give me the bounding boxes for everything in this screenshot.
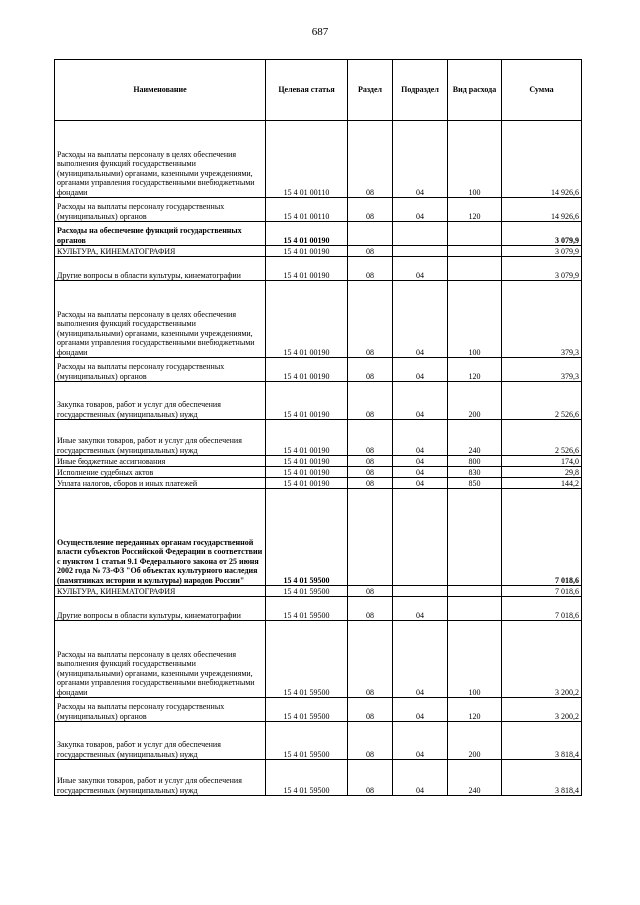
table-header-row — [55, 60, 582, 121]
cell-name: Закупка товаров, работ и услуг для обеспечения государственных (муниципальных) нужд — [55, 722, 266, 760]
cell-subsection: 04 — [393, 597, 448, 621]
cell-target: 15 4 01 59500 — [266, 698, 348, 722]
page-number: 687 — [311, 26, 329, 38]
cell-amount: 7 018,6 — [502, 489, 582, 586]
cell-expense-type: 200 — [448, 722, 502, 760]
cell-subsection: 04 — [393, 257, 448, 281]
cell-expense-type — [448, 246, 502, 257]
cell-section: 08 — [348, 382, 393, 420]
cell-expense-type — [448, 597, 502, 621]
cell-target: 15 4 01 59500 — [266, 760, 348, 796]
cell-subsection: 04 — [393, 478, 448, 489]
cell-target: 15 4 01 59500 — [266, 586, 348, 597]
table-row — [55, 246, 582, 257]
cell-expense-type — [448, 257, 502, 281]
cell-expense-type: 120 — [448, 698, 502, 722]
cell-name: Расходы на выплаты персоналу государственных (муниципальных) органов — [55, 358, 266, 382]
table-row — [55, 281, 582, 358]
cell-subsection: 04 — [393, 121, 448, 198]
cell-name: Осуществление переданных органам государственной власти субъектов Российской Федерации в соответствии с пунктом 1 статьи 9.1 Федерального закона от 25 июня 2002 года № 73-ФЗ "Об объектах культурного наследия (памятниках истории и культуры) народов России" — [55, 489, 266, 586]
cell-expense-type: 240 — [448, 420, 502, 456]
cell-name: Другие вопросы в области культуры, кинематографии — [55, 597, 266, 621]
cell-amount: 3 079,9 — [502, 246, 582, 257]
cell-section: 08 — [348, 722, 393, 760]
cell-amount: 144,2 — [502, 478, 582, 489]
cell-subsection — [393, 586, 448, 597]
cell-subsection: 04 — [393, 760, 448, 796]
cell-section: 08 — [348, 586, 393, 597]
cell-target: 15 4 01 00190 — [266, 257, 348, 281]
cell-target: 15 4 01 59500 — [266, 597, 348, 621]
cell-target: 15 4 01 59500 — [266, 621, 348, 698]
table-row — [55, 621, 582, 698]
cell-target: 15 4 01 00190 — [266, 382, 348, 420]
header-section: Раздел — [348, 60, 393, 121]
cell-amount: 14 926,6 — [502, 121, 582, 198]
header-name: Наименование — [55, 60, 266, 121]
cell-target: 15 4 01 00190 — [266, 222, 348, 246]
table-row — [55, 456, 582, 467]
cell-expense-type — [448, 489, 502, 586]
cell-subsection: 04 — [393, 420, 448, 456]
cell-section: 08 — [348, 467, 393, 478]
cell-name: Иные бюджетные ассигнования — [55, 456, 266, 467]
cell-expense-type — [448, 222, 502, 246]
cell-amount: 3 818,4 — [502, 760, 582, 796]
cell-name: Расходы на выплаты персоналу государственных (муниципальных) органов — [55, 198, 266, 222]
table-row — [55, 222, 582, 246]
cell-amount: 3 079,9 — [502, 257, 582, 281]
cell-section: 08 — [348, 456, 393, 467]
cell-expense-type — [448, 586, 502, 597]
cell-target: 15 4 01 00190 — [266, 478, 348, 489]
cell-amount: 14 926,6 — [502, 198, 582, 222]
table-row — [55, 467, 582, 478]
cell-expense-type: 830 — [448, 467, 502, 478]
table-body — [55, 121, 582, 796]
cell-name: КУЛЬТУРА, КИНЕМАТОГРАФИЯ — [55, 586, 266, 597]
table-row — [55, 198, 582, 222]
cell-section: 08 — [348, 121, 393, 198]
cell-subsection: 04 — [393, 198, 448, 222]
cell-target: 15 4 01 00190 — [266, 281, 348, 358]
cell-name: Исполнение судебных актов — [55, 467, 266, 478]
cell-subsection — [393, 222, 448, 246]
cell-amount: 174,0 — [502, 456, 582, 467]
table-row — [55, 586, 582, 597]
cell-amount: 379,3 — [502, 358, 582, 382]
cell-section: 08 — [348, 478, 393, 489]
cell-name: Расходы на выплаты персоналу государственных (муниципальных) органов — [55, 698, 266, 722]
cell-target: 15 4 01 00110 — [266, 198, 348, 222]
table-row — [55, 698, 582, 722]
table-row — [55, 257, 582, 281]
cell-amount: 3 200,2 — [502, 698, 582, 722]
cell-subsection: 04 — [393, 358, 448, 382]
cell-section: 08 — [348, 281, 393, 358]
cell-target: 15 4 01 59500 — [266, 722, 348, 760]
cell-amount: 2 526,6 — [502, 420, 582, 456]
cell-expense-type: 850 — [448, 478, 502, 489]
table-row — [55, 420, 582, 456]
table-row — [55, 597, 582, 621]
cell-name: Уплата налогов, сборов и иных платежей — [55, 478, 266, 489]
cell-name: Иные закупки товаров, работ и услуг для обеспечения государственных (муниципальных) нужд — [55, 760, 266, 796]
cell-subsection: 04 — [393, 698, 448, 722]
cell-name: КУЛЬТУРА, КИНЕМАТОГРАФИЯ — [55, 246, 266, 257]
table-row — [55, 358, 582, 382]
table-row — [55, 121, 582, 198]
cell-section: 08 — [348, 760, 393, 796]
cell-subsection: 04 — [393, 456, 448, 467]
cell-amount: 379,3 — [502, 281, 582, 358]
cell-target: 15 4 01 00190 — [266, 467, 348, 478]
header-subsection: Подраздел — [393, 60, 448, 121]
table-row — [55, 478, 582, 489]
cell-name: Расходы на выплаты персоналу в целях обеспечения выполнения функций государственными (муниципальными) органами, казенными учреждениями, органами управления государственными внебюджетными фондами — [55, 621, 266, 698]
budget-table — [54, 59, 582, 796]
cell-expense-type: 100 — [448, 281, 502, 358]
cell-target: 15 4 01 59500 — [266, 489, 348, 586]
cell-target: 15 4 01 00190 — [266, 246, 348, 257]
cell-section: 08 — [348, 198, 393, 222]
cell-name: Иные закупки товаров, работ и услуг для обеспечения государственных (муниципальных) нужд — [55, 420, 266, 456]
table-row — [55, 760, 582, 796]
cell-subsection: 04 — [393, 722, 448, 760]
cell-amount: 3 818,4 — [502, 722, 582, 760]
cell-subsection — [393, 489, 448, 586]
cell-expense-type: 800 — [448, 456, 502, 467]
header-expense-type: Вид расхода — [448, 60, 502, 121]
cell-subsection: 04 — [393, 382, 448, 420]
cell-section: 08 — [348, 420, 393, 456]
cell-name: Расходы на выплаты персоналу в целях обеспечения выполнения функций государственными (муниципальными) органами, казенными учреждениями, органами управления государственными внебюджетными фондами — [55, 121, 266, 198]
cell-section: 08 — [348, 597, 393, 621]
cell-expense-type: 240 — [448, 760, 502, 796]
cell-subsection: 04 — [393, 281, 448, 358]
cell-target: 15 4 01 00190 — [266, 420, 348, 456]
cell-amount: 3 200,2 — [502, 621, 582, 698]
cell-expense-type: 120 — [448, 358, 502, 382]
cell-section: 08 — [348, 257, 393, 281]
cell-expense-type: 100 — [448, 121, 502, 198]
cell-name: Закупка товаров, работ и услуг для обеспечения государственных (муниципальных) нужд — [55, 382, 266, 420]
cell-amount: 7 018,6 — [502, 586, 582, 597]
cell-target: 15 4 01 00190 — [266, 456, 348, 467]
cell-expense-type: 120 — [448, 198, 502, 222]
cell-target: 15 4 01 00110 — [266, 121, 348, 198]
cell-section: 08 — [348, 698, 393, 722]
header-amount: Сумма — [502, 60, 582, 121]
cell-section: 08 — [348, 621, 393, 698]
cell-name: Расходы на выплаты персоналу в целях обеспечения выполнения функций государственными (муниципальными) органами, казенными учреждениями, органами управления государственными внебюджетными фондами — [55, 281, 266, 358]
cell-amount: 2 526,6 — [502, 382, 582, 420]
cell-section: 08 — [348, 246, 393, 257]
table-row — [55, 382, 582, 420]
table-row — [55, 722, 582, 760]
header-target: Целевая статья — [266, 60, 348, 121]
cell-amount: 29,8 — [502, 467, 582, 478]
cell-amount: 3 079,9 — [502, 222, 582, 246]
cell-amount: 7 018,6 — [502, 597, 582, 621]
cell-section — [348, 489, 393, 586]
cell-name: Расходы на обеспечение функций государственных органов — [55, 222, 266, 246]
table-row — [55, 489, 582, 586]
cell-subsection: 04 — [393, 621, 448, 698]
cell-target: 15 4 01 00190 — [266, 358, 348, 382]
cell-expense-type: 100 — [448, 621, 502, 698]
cell-expense-type: 200 — [448, 382, 502, 420]
cell-subsection — [393, 246, 448, 257]
cell-name: Другие вопросы в области культуры, кинематографии — [55, 257, 266, 281]
cell-subsection: 04 — [393, 467, 448, 478]
cell-section — [348, 222, 393, 246]
cell-section: 08 — [348, 358, 393, 382]
